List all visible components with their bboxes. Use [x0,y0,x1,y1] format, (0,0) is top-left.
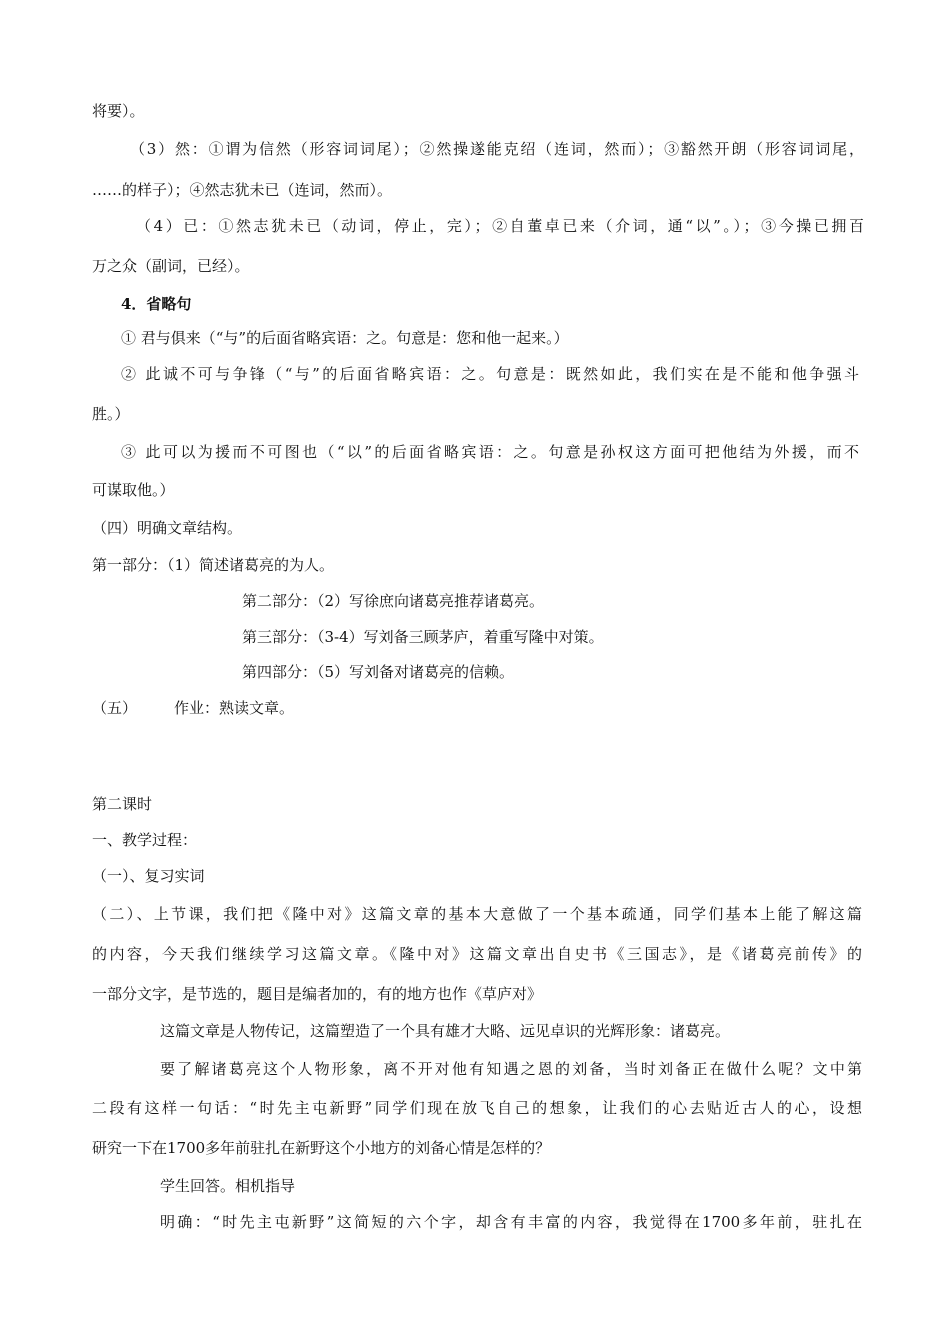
section-heading: （四）明确文章结构。 [92,519,243,537]
text-line: 一部分文字，是节选的，题目是编者加的，有的地方也作《草庐对》 [92,985,543,1003]
text-line: 万之众（副词，已经）。 [92,257,250,275]
text-line: 研究一下在1700多年前驻扎在新野这个小地方的刘备心情是怎样的？ [92,1139,551,1157]
section-heading: 一、教学过程： [92,831,198,849]
text-line: ③ 此可以为援而不可图也（“以”的后面省略宾语：之。句意是孙权这方面可把他结为外援，而不 [121,443,859,461]
text-line: 胜。） [92,405,130,423]
text-line: （4）已：①然志犹未已（动词，停止，完）；②自董卓已来（介词，通“以”。）；③今操已拥百 [136,217,864,235]
structure-item: 第一部分：（1）简述诸葛亮的为人。 [92,556,335,574]
text-line: 将要）。 [92,102,145,120]
text-line: 这篇文章是人物传记，这篇塑造了一个具有雄才大略、远见卓识的光辉形象：诸葛亮。 [160,1022,731,1040]
text-line: ② 此诚不可与争锋（“与”的后面省略宾语：之。句意是：既然如此，我们实在是不能和他争强斗 [121,365,859,383]
structure-item: 第四部分：（5）写刘备对诸葛亮的信赖。 [242,663,515,681]
section-heading: 4．省略句 [121,295,192,313]
text-line: 二段有这样一句话：“时先主屯新野”同学们现在放飞自己的想象，让我们的心去贴近古人的心，设想 [92,1099,862,1117]
text-line: 要了解诸葛亮这个人物形象，离不开对他有知遇之恩的刘备，当时刘备正在做什么呢？文中第 [160,1060,862,1078]
text-line: ① 君与俱来（“与”的后面省略宾语：之。句意是：您和他一起来。） [121,329,569,347]
text-line: 学生回答。相机指导 [160,1177,296,1195]
structure-item: 第二部分：（2）写徐庶向诸葛亮推荐诸葛亮。 [242,592,545,610]
text-line: ……的样子）；④然志犹未已（连词，然而）。 [92,181,393,199]
text-line: 可谋取他。） [92,481,175,499]
lesson-title: 第二课时 [92,795,153,813]
structure-item: 第三部分：（3-4）写刘备三顾茅庐，着重写隆中对策。 [242,628,604,646]
text-line: 作业：熟读文章。 [174,699,295,717]
text-line: 的内容，今天我们继续学习这篇文章。《隆中对》这篇文章出自史书《三国志》，是《诸葛亮前传》的 [92,945,862,963]
section-heading: （一）、复习实词 [92,867,205,885]
text-line: 明确：“时先主屯新野”这简短的六个字，却含有丰富的内容，我觉得在1700多年前，驻扎在 [160,1213,862,1231]
text-line: （3）然：①谓为信然（形容词词尾）；②然操遂能克绍（连词，然而）；③豁然开朗（形容词词尾， [130,140,864,158]
section-heading: （五） [92,699,138,717]
text-line: （二）、上节课，我们把《隆中对》这篇文章的基本大意做了一个基本疏通，同学们基本上能了解这篇 [92,905,862,923]
